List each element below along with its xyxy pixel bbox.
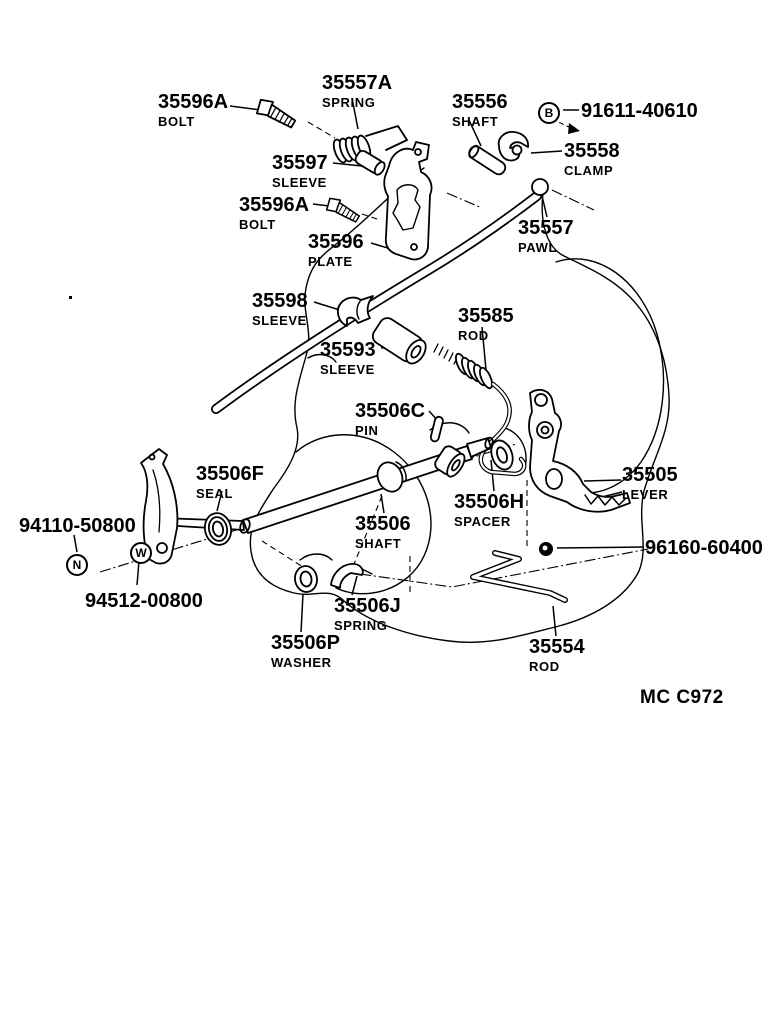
part-caption: SLEEVE	[320, 362, 375, 377]
part-label-35558	[564, 141, 620, 177]
part-number: 35557A	[322, 72, 393, 94]
bolt-drawing-top	[255, 97, 298, 129]
rod-drawing-35554	[473, 553, 565, 600]
part-label-35557a	[322, 73, 392, 109]
part-label-35596a-top	[158, 92, 228, 128]
part-label-35506h	[454, 492, 524, 528]
part-caption: BOLT	[239, 217, 276, 232]
part-caption: SPRING	[322, 95, 376, 110]
sleeve-drawing-35593	[370, 315, 431, 368]
part-caption: WASHER	[271, 655, 332, 670]
nut-drawing-96160	[539, 542, 553, 556]
part-number: 35598	[252, 290, 308, 312]
part-label-35593	[320, 340, 376, 376]
part-number: 35557	[518, 217, 574, 239]
part-number: 35506P	[271, 632, 340, 654]
part-number: 35596	[308, 231, 364, 253]
part-number: 35596A	[158, 91, 229, 113]
circled-b-symbol: B	[538, 102, 560, 124]
part-number: 35506C	[355, 400, 426, 422]
part-number: 35506F	[196, 463, 264, 485]
part-label-35506f	[196, 464, 264, 500]
part-label-35597	[272, 153, 328, 189]
part-label-35557	[518, 218, 574, 254]
part-caption: ROD	[529, 659, 560, 674]
part-label-35585	[458, 306, 514, 342]
seal-drawing-35506f	[202, 511, 234, 548]
sleeve-drawing-35598	[338, 296, 373, 326]
part-caption: SHAFT	[355, 536, 402, 551]
part-number: 35506H	[454, 491, 525, 513]
part-number: 91611-40610	[581, 100, 698, 122]
part-label-35505	[622, 465, 678, 501]
part-number: 35593	[320, 339, 376, 361]
part-caption: ROD	[458, 328, 489, 343]
part-number: 35505	[622, 464, 678, 486]
part-number: 35506	[355, 513, 411, 535]
part-label-35596a-mid	[239, 195, 309, 231]
part-caption: SLEEVE	[252, 313, 307, 328]
part-label-35554	[529, 637, 585, 673]
part-number: 35556	[452, 91, 508, 113]
part-label-35556	[452, 92, 508, 128]
part-label-35506p	[271, 633, 340, 669]
part-number: 35597	[272, 152, 328, 174]
part-number: 35506J	[334, 595, 401, 617]
part-number: 94110-50800	[19, 515, 136, 537]
part-label-35596	[308, 232, 364, 268]
part-label-35506	[355, 514, 411, 550]
circled-w-symbol: W	[130, 542, 152, 564]
part-label-91611-40610	[581, 101, 698, 121]
part-caption: CLAMP	[564, 163, 614, 178]
part-caption: SEAL	[196, 486, 234, 501]
part-caption: PAWL	[518, 240, 557, 255]
part-caption: PLATE	[308, 254, 353, 269]
part-label-35598	[252, 291, 308, 327]
part-caption: BOLT	[158, 114, 195, 129]
part-caption: SLEEVE	[272, 175, 327, 190]
part-label-96160-60400	[645, 538, 763, 558]
pin-drawing-35506c	[430, 416, 444, 442]
part-number: 35558	[564, 140, 620, 162]
part-caption: SHAFT	[452, 114, 499, 129]
clamp-drawing-35558	[499, 132, 528, 161]
part-label-94110-50800	[19, 516, 136, 536]
part-caption: SPRING	[334, 618, 388, 633]
part-number: 35554	[529, 636, 585, 658]
circled-n-symbol: N	[66, 554, 88, 576]
part-number: 94512-00800	[85, 590, 203, 612]
part-caption: SPACER	[454, 514, 511, 529]
part-label-94512-00800	[85, 591, 203, 611]
arrowhead	[568, 123, 580, 134]
bolt-drawing-mid	[325, 196, 362, 223]
washer-drawing-35506p	[293, 565, 318, 594]
part-caption: LEVER	[622, 487, 669, 502]
part-label-35506j	[334, 596, 401, 632]
spring-drawing-35506j	[331, 564, 372, 588]
plate-drawing-35596	[384, 142, 431, 259]
part-number: 35596A	[239, 194, 310, 216]
part-number: 96160-60400	[645, 537, 763, 559]
figure-code: MC C972	[640, 687, 724, 708]
part-number: 35585	[458, 305, 514, 327]
part-label-35506c	[355, 401, 425, 437]
part-caption: PIN	[355, 423, 379, 438]
